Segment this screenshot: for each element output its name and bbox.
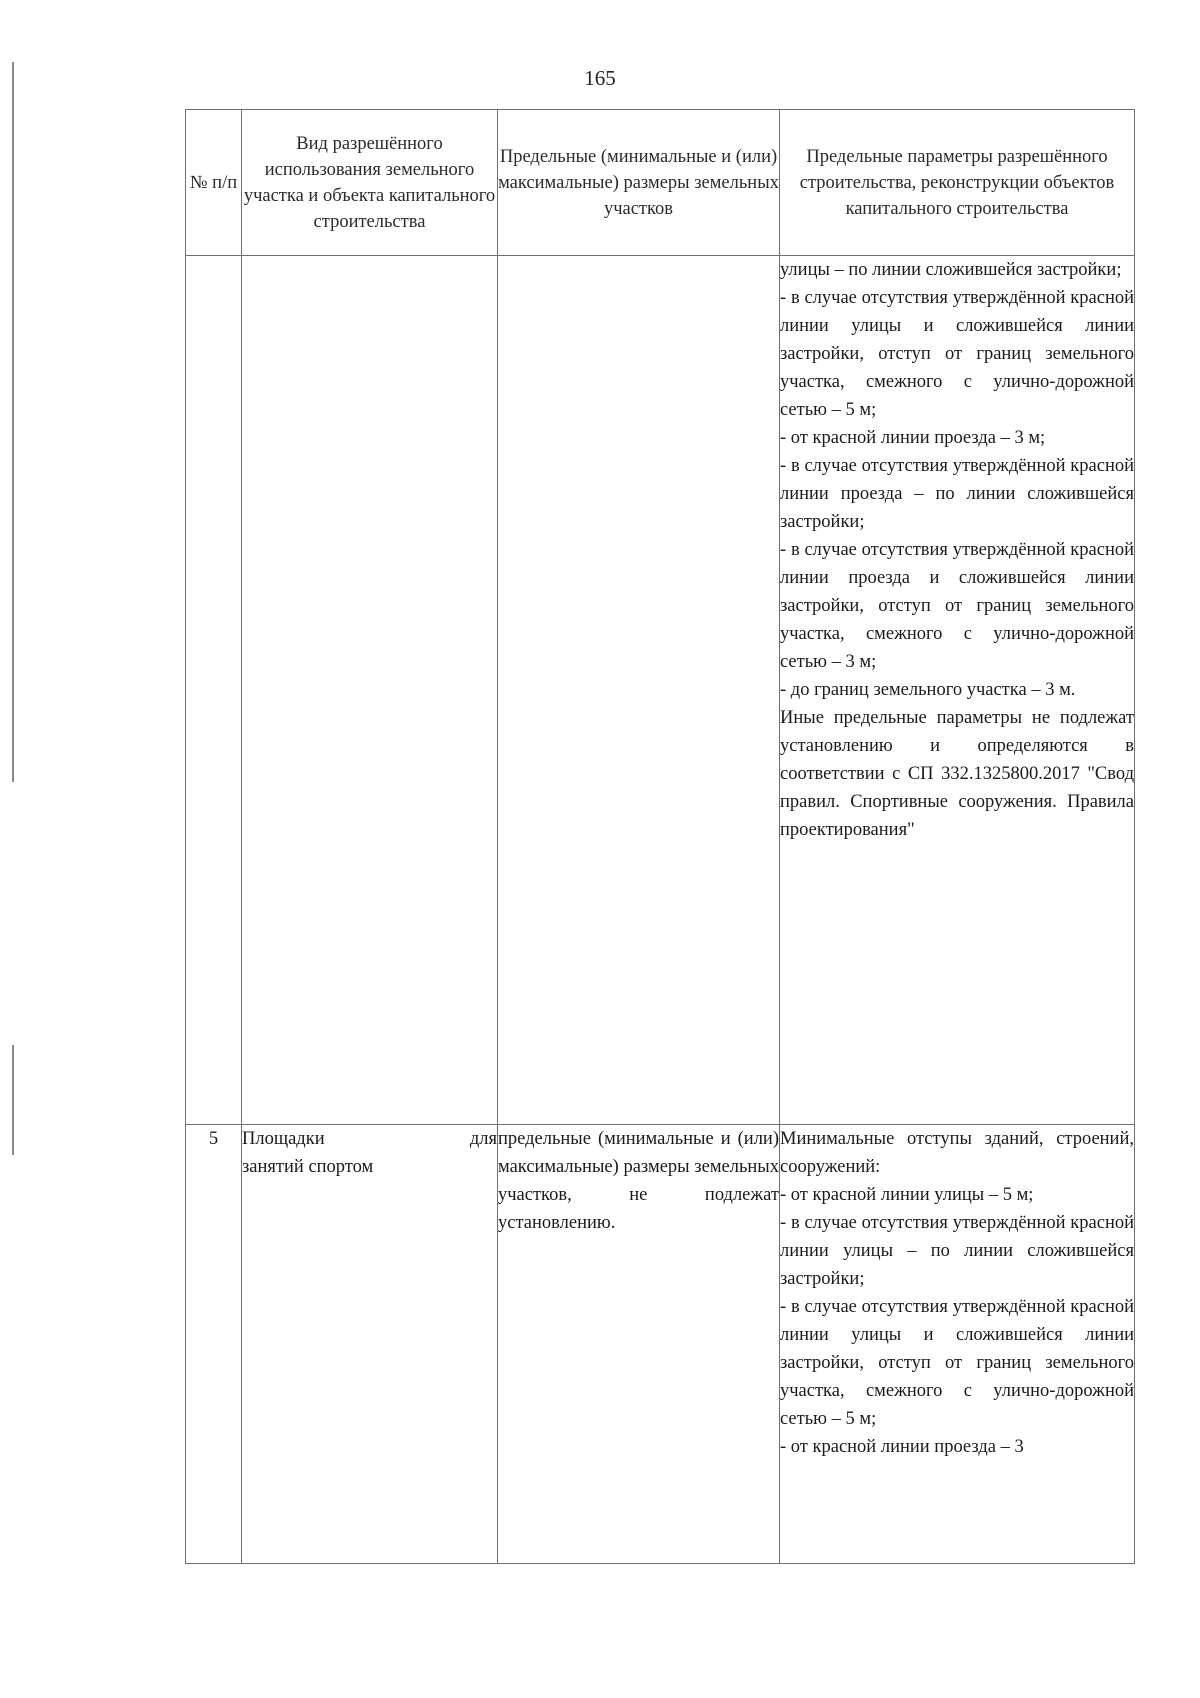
params-line: - от красной линии проезда – 3 (780, 1437, 1024, 1457)
row-size (498, 256, 780, 1125)
scan-margin-mark (12, 1045, 14, 1155)
params-line: Иные предельные параметры не подлежат установлению и определяются в соответствии с СП 332.1325800.2017 "Свод правил. Спортивные сооружения. Правила проектирования" (780, 708, 1134, 840)
params-line: улицы – по линии сложившейся застройки; (780, 260, 1122, 280)
table-header-row (186, 110, 1135, 256)
kind-word: Площадки (242, 1129, 325, 1149)
row-kind (242, 1125, 498, 1564)
kind-first-line (242, 1125, 497, 1153)
table-row (186, 256, 1135, 1125)
header-kind: Вид разрешённого использования земельного участка и объекта капитального строительства (242, 110, 498, 256)
zoning-parameters-table (185, 109, 1135, 1564)
params-line: - в случае отсутствия утверждённой красной линии проезда – по линии сложившейся застройки; (780, 456, 1134, 532)
params-line: - в случае отсутствия утверждённой красной линии улицы – по линии сложившейся застройки; (780, 1213, 1134, 1289)
header-params: Предельные параметры разрешённого строительства, реконструкции объектов капитального строительства (780, 110, 1135, 256)
kind-rest: занятий спортом (242, 1157, 374, 1177)
header-num: № п/п (186, 110, 242, 256)
row-num: 5 (186, 1125, 242, 1564)
params-line: - в случае отсутствия утверждённой красной линии проезда и сложившейся линии застройки, отступ от границ земельного участка, смежного с улично-дорожной сетью – 3 м; (780, 540, 1134, 672)
params-line: - от красной линии улицы – 5 м; (780, 1185, 1034, 1205)
page-number: 165 (584, 66, 616, 90)
table-row (186, 1125, 1135, 1564)
params-line: - до границ земельного участка – 3 м. (780, 680, 1076, 700)
params-line: - в случае отсутствия утверждённой красной линии улицы и сложившейся линии застройки, отступ от границ земельного участка, смежного с улично-дорожной сетью – 5 м; (780, 1297, 1134, 1429)
kind-word: для (469, 1129, 497, 1149)
scan-margin-mark (12, 62, 14, 782)
row-params (780, 1125, 1135, 1564)
params-line: - от красной линии проезда – 3 м; (780, 428, 1046, 448)
params-line: - в случае отсутствия утверждённой красной линии улицы и сложившейся линии застройки, отступ от границ земельного участка, смежного с улично-дорожной сетью – 5 м; (780, 288, 1134, 420)
header-size: Предельные (минимальные и (или) максимальные) размеры земельных участков (498, 110, 780, 256)
row-size: предельные (минимальные и (или) максимальные) размеры земельных участков, не подлежат установлению. (498, 1125, 780, 1564)
row-params (780, 256, 1135, 1125)
row-kind (242, 256, 498, 1125)
params-line: Минимальные отступы зданий, строений, сооружений: (780, 1129, 1134, 1177)
row-num (186, 256, 242, 1125)
